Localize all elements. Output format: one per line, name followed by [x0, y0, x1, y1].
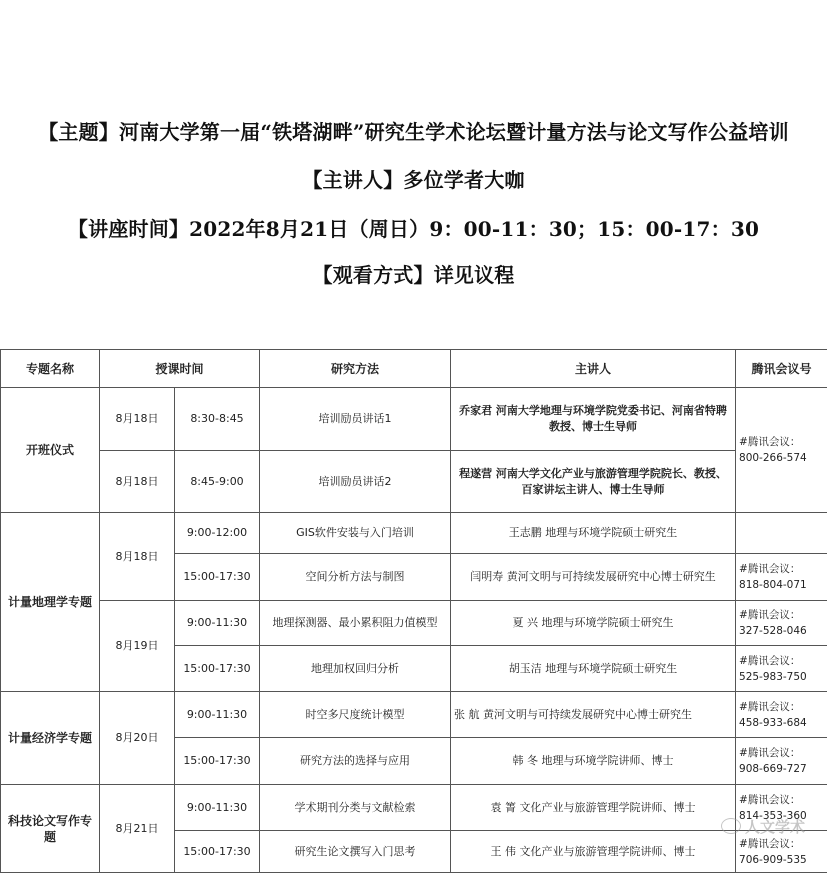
speaker-cell: 乔家君 河南大学地理与环境学院党委书记、河南省特聘教授、博士生导师 [451, 388, 736, 451]
method-cell: 培训励员讲话2 [260, 451, 451, 513]
wechat-icon [721, 818, 741, 834]
speaker-cell: 王志鹏 地理与环境学院硕士研究生 [451, 513, 736, 554]
table-row [1, 388, 827, 451]
speaker-cell: 胡玉洁 地理与环境学院硕士研究生 [451, 646, 736, 692]
schedule-table [0, 349, 827, 873]
header-time: 授课时间 [100, 350, 260, 388]
meeting-cell: #腾讯会议：458-933-684 [736, 692, 827, 738]
method-cell: 学术期刊分类与文献检索 [260, 785, 451, 831]
speaker-cell: 韩 冬 地理与环境学院讲师、博士 [451, 738, 736, 785]
watermark-text: 人文学术 [745, 818, 805, 836]
time-cell: 8:30-8:45 [175, 388, 260, 451]
method-cell: 培训励员讲话1 [260, 388, 451, 451]
time-cell: 9:00-11:30 [175, 785, 260, 831]
table-row [1, 451, 827, 513]
date-cell: 8月20日 [100, 692, 175, 785]
time-cell: 9:00-11:30 [175, 601, 260, 646]
speaker-cell: 张 航 黄河文明与可持续发展研究中心博士研究生 [451, 692, 736, 738]
time-cell: 15:00-17:30 [175, 646, 260, 692]
date-cell: 8月18日 [100, 388, 175, 451]
method-cell: 研究方法的选择与应用 [260, 738, 451, 785]
topic-cell: 计量经济学专题 [1, 692, 100, 785]
method-cell: 时空多尺度统计模型 [260, 692, 451, 738]
speaker-headline: 【主讲人】多位学者大咖 [0, 164, 827, 193]
topic-cell: 开班仪式 [1, 388, 100, 513]
header-meeting: 腾讯会议号 [736, 350, 827, 388]
time-cell: 15:00-17:30 [175, 738, 260, 785]
table-row [1, 513, 827, 554]
speaker-cell: 闫明寿 黄河文明与可持续发展研究中心博士研究生 [451, 554, 736, 601]
table-header-row [1, 350, 827, 388]
meeting-cell: #腾讯会议：814-353-360 [736, 785, 827, 831]
date-cell: 8月18日 [100, 513, 175, 601]
speaker-cell: 王 伟 文化产业与旅游管理学院讲师、博士 [451, 831, 736, 873]
theme-headline: 【主题】河南大学第一届“铁塔湖畔”研究生学术论坛暨计量方法与论文写作公益培训 [0, 116, 827, 145]
time-cell: 15:00-17:30 [175, 831, 260, 873]
meeting-cell: #腾讯会议：908-669-727 [736, 738, 827, 785]
method-cell: GIS软件安装与入门培训 [260, 513, 451, 554]
topic-cell: 科技论文写作专题 [1, 785, 100, 873]
watermark [721, 816, 805, 837]
speaker-cell: 夏 兴 地理与环境学院硕士研究生 [451, 601, 736, 646]
topic-cell: 计量地理学专题 [1, 513, 100, 692]
date-cell: 8月18日 [100, 451, 175, 513]
method-cell: 地理探测器、最小累积阻力值模型 [260, 601, 451, 646]
method-cell: 地理加权回归分析 [260, 646, 451, 692]
header-speaker: 主讲人 [451, 350, 736, 388]
method-cell: 研究生论文撰写入门思考 [260, 831, 451, 873]
time-headline: 【讲座时间】2022年8月21日（周日）9：00-11：30；15：00-17：30 [0, 213, 827, 242]
meeting-cell: #腾讯会议：525-983-750 [736, 646, 827, 692]
meeting-cell: #腾讯会议：818-804-071 [736, 554, 827, 601]
time-cell: 9:00-12:00 [175, 513, 260, 554]
time-cell: 8:45-9:00 [175, 451, 260, 513]
method-cell: 空间分析方法与制图 [260, 554, 451, 601]
table-row [1, 601, 827, 646]
date-cell: 8月21日 [100, 785, 175, 873]
date-cell: 8月19日 [100, 601, 175, 692]
watch-headline: 【观看方式】详见议程 [0, 259, 827, 288]
table-row [1, 692, 827, 738]
header-method: 研究方法 [260, 350, 451, 388]
speaker-cell: 袁 箐 文化产业与旅游管理学院讲师、博士 [451, 785, 736, 831]
time-cell: 15:00-17:30 [175, 554, 260, 601]
meeting-cell: #腾讯会议：706-909-535 [736, 831, 827, 873]
meeting-cell: #腾讯会议：327-528-046 [736, 601, 827, 646]
meeting-cell: #腾讯会议：800-266-574 [736, 388, 827, 513]
speaker-cell: 程遂营 河南大学文化产业与旅游管理学院院长、教授、百家讲坛主讲人、博士生导师 [451, 451, 736, 513]
header-topic: 专题名称 [1, 350, 100, 388]
meeting-cell [736, 513, 827, 554]
table-row [1, 785, 827, 831]
time-cell: 9:00-11:30 [175, 692, 260, 738]
